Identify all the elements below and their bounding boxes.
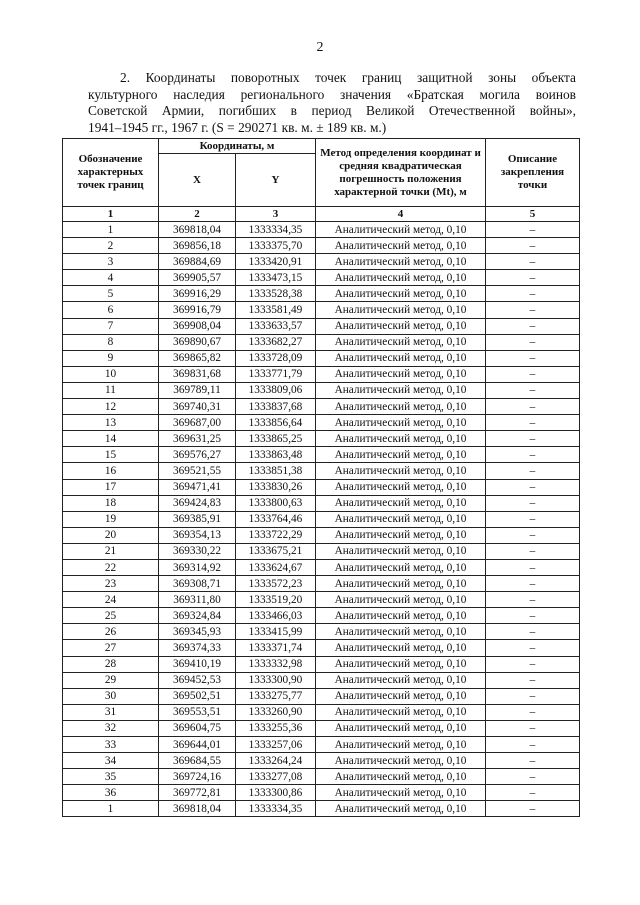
description-cell: – — [486, 720, 580, 736]
point-number-cell: 12 — [63, 399, 159, 415]
y-coordinate-cell: 1333260,90 — [236, 704, 316, 720]
table-row — [63, 753, 580, 769]
y-coordinate-cell: 1333728,09 — [236, 350, 316, 366]
x-coordinate-cell: 369644,01 — [159, 737, 236, 753]
method-cell: Аналитический метод, 0,10 — [316, 624, 486, 640]
x-coordinate-cell: 369324,84 — [159, 608, 236, 624]
x-coordinate-cell: 369471,41 — [159, 479, 236, 495]
method-cell: Аналитический метод, 0,10 — [316, 447, 486, 463]
point-number-cell: 8 — [63, 334, 159, 350]
description-cell: – — [486, 624, 580, 640]
table-row — [63, 769, 580, 785]
x-coordinate-cell: 369740,31 — [159, 399, 236, 415]
table-body — [63, 222, 580, 817]
y-coordinate-cell: 1333277,08 — [236, 769, 316, 785]
table-row — [63, 431, 580, 447]
method-cell: Аналитический метод, 0,10 — [316, 463, 486, 479]
method-cell: Аналитический метод, 0,10 — [316, 720, 486, 736]
table-row — [63, 672, 580, 688]
y-coordinate-cell: 1333764,46 — [236, 511, 316, 527]
description-cell: – — [486, 737, 580, 753]
y-coordinate-cell: 1333800,63 — [236, 495, 316, 511]
description-cell: – — [486, 399, 580, 415]
header-description: Описание закрепления точки — [486, 139, 580, 207]
method-cell: Аналитический метод, 0,10 — [316, 431, 486, 447]
x-coordinate-cell: 369916,29 — [159, 286, 236, 302]
table-row — [63, 399, 580, 415]
column-number: 2 — [159, 207, 236, 222]
description-cell: – — [486, 447, 580, 463]
table-row — [63, 576, 580, 592]
table-row — [63, 270, 580, 286]
point-number-cell: 6 — [63, 302, 159, 318]
method-cell: Аналитический метод, 0,10 — [316, 592, 486, 608]
y-coordinate-cell: 1333633,57 — [236, 318, 316, 334]
y-coordinate-cell: 1333528,38 — [236, 286, 316, 302]
point-number-cell: 1 — [63, 222, 159, 238]
page-number: 2 — [316, 40, 324, 55]
table-row — [63, 334, 580, 350]
method-cell: Аналитический метод, 0,10 — [316, 334, 486, 350]
point-number-cell: 16 — [63, 463, 159, 479]
x-coordinate-cell: 369410,19 — [159, 656, 236, 672]
table-row — [63, 737, 580, 753]
method-cell: Аналитический метод, 0,10 — [316, 769, 486, 785]
method-cell: Аналитический метод, 0,10 — [316, 286, 486, 302]
y-coordinate-cell: 1333275,77 — [236, 688, 316, 704]
description-cell: – — [486, 527, 580, 543]
x-coordinate-cell: 369865,82 — [159, 350, 236, 366]
description-cell: – — [486, 318, 580, 334]
table-row — [63, 463, 580, 479]
description-cell: – — [486, 785, 580, 801]
table-row — [63, 785, 580, 801]
method-cell: Аналитический метод, 0,10 — [316, 479, 486, 495]
table-row — [63, 222, 580, 238]
point-number-cell: 27 — [63, 640, 159, 656]
method-cell: Аналитический метод, 0,10 — [316, 543, 486, 559]
x-coordinate-cell: 369631,25 — [159, 431, 236, 447]
x-coordinate-cell: 369330,22 — [159, 543, 236, 559]
table-row — [63, 527, 580, 543]
point-number-cell: 36 — [63, 785, 159, 801]
y-coordinate-cell: 1333830,26 — [236, 479, 316, 495]
method-cell: Аналитический метод, 0,10 — [316, 704, 486, 720]
header-coordinates: Координаты, м — [159, 139, 316, 154]
point-number-cell: 23 — [63, 576, 159, 592]
description-cell: – — [486, 495, 580, 511]
description-cell: – — [486, 254, 580, 270]
table-row — [63, 254, 580, 270]
point-number-cell: 22 — [63, 559, 159, 575]
point-number-cell: 31 — [63, 704, 159, 720]
table-row — [63, 624, 580, 640]
y-coordinate-cell: 1333334,35 — [236, 801, 316, 817]
point-number-cell: 26 — [63, 624, 159, 640]
x-coordinate-cell: 369576,27 — [159, 447, 236, 463]
x-coordinate-cell: 369424,83 — [159, 495, 236, 511]
point-number-cell: 2 — [63, 238, 159, 254]
y-coordinate-cell: 1333771,79 — [236, 366, 316, 382]
point-number-cell: 10 — [63, 366, 159, 382]
point-number-cell: 30 — [63, 688, 159, 704]
description-cell: – — [486, 608, 580, 624]
x-coordinate-cell: 369385,91 — [159, 511, 236, 527]
heading-line: Советской Армии, погибших в период Великой Отечественной войны», — [88, 103, 576, 118]
table-row — [63, 447, 580, 463]
point-number-cell: 3 — [63, 254, 159, 270]
method-cell: Аналитический метод, 0,10 — [316, 382, 486, 398]
y-coordinate-cell: 1333865,25 — [236, 431, 316, 447]
coordinates-table — [62, 138, 580, 817]
column-number: 3 — [236, 207, 316, 222]
x-coordinate-cell: 369905,57 — [159, 270, 236, 286]
column-number: 1 — [63, 207, 159, 222]
x-coordinate-cell: 369308,71 — [159, 576, 236, 592]
point-number-cell: 21 — [63, 543, 159, 559]
description-cell: – — [486, 479, 580, 495]
x-coordinate-cell: 369604,75 — [159, 720, 236, 736]
point-number-cell: 18 — [63, 495, 159, 511]
point-number-cell: 34 — [63, 753, 159, 769]
point-number-cell: 4 — [63, 270, 159, 286]
y-coordinate-cell: 1333809,06 — [236, 382, 316, 398]
header-method: Метод определения координат и средняя квадратическая погрешность положения характерной точки (Mt), м — [316, 139, 486, 207]
table-row — [63, 382, 580, 398]
x-coordinate-cell: 369884,69 — [159, 254, 236, 270]
method-cell: Аналитический метод, 0,10 — [316, 495, 486, 511]
x-coordinate-cell: 369521,55 — [159, 463, 236, 479]
method-cell: Аналитический метод, 0,10 — [316, 366, 486, 382]
description-cell: – — [486, 463, 580, 479]
x-coordinate-cell: 369831,68 — [159, 366, 236, 382]
description-cell: – — [486, 672, 580, 688]
description-cell: – — [486, 704, 580, 720]
table-row — [63, 511, 580, 527]
y-coordinate-cell: 1333682,27 — [236, 334, 316, 350]
table-row — [63, 479, 580, 495]
table-row — [63, 559, 580, 575]
method-cell: Аналитический метод, 0,10 — [316, 527, 486, 543]
point-number-cell: 28 — [63, 656, 159, 672]
table-row — [63, 350, 580, 366]
table-row — [63, 608, 580, 624]
description-cell: – — [486, 222, 580, 238]
y-coordinate-cell: 1333572,23 — [236, 576, 316, 592]
point-number-cell: 13 — [63, 415, 159, 431]
method-cell: Аналитический метод, 0,10 — [316, 254, 486, 270]
point-number-cell: 9 — [63, 350, 159, 366]
y-coordinate-cell: 1333415,99 — [236, 624, 316, 640]
point-number-cell: 1 — [63, 801, 159, 817]
description-cell: – — [486, 286, 580, 302]
description-cell: – — [486, 350, 580, 366]
description-cell: – — [486, 366, 580, 382]
table-row — [63, 415, 580, 431]
description-cell: – — [486, 334, 580, 350]
table-row — [63, 366, 580, 382]
method-cell: Аналитический метод, 0,10 — [316, 270, 486, 286]
y-coordinate-cell: 1333722,29 — [236, 527, 316, 543]
method-cell: Аналитический метод, 0,10 — [316, 399, 486, 415]
table-row — [63, 592, 580, 608]
method-cell: Аналитический метод, 0,10 — [316, 559, 486, 575]
description-cell: – — [486, 769, 580, 785]
x-coordinate-cell: 369374,33 — [159, 640, 236, 656]
description-cell: – — [486, 431, 580, 447]
header-y: Y — [236, 154, 316, 207]
x-coordinate-cell: 369684,55 — [159, 753, 236, 769]
method-cell: Аналитический метод, 0,10 — [316, 238, 486, 254]
x-coordinate-cell: 369908,04 — [159, 318, 236, 334]
x-coordinate-cell: 369314,92 — [159, 559, 236, 575]
description-cell: – — [486, 270, 580, 286]
x-coordinate-cell: 369345,93 — [159, 624, 236, 640]
y-coordinate-cell: 1333334,35 — [236, 222, 316, 238]
y-coordinate-cell: 1333856,64 — [236, 415, 316, 431]
y-coordinate-cell: 1333581,49 — [236, 302, 316, 318]
point-number-cell: 29 — [63, 672, 159, 688]
y-coordinate-cell: 1333466,03 — [236, 608, 316, 624]
method-cell: Аналитический метод, 0,10 — [316, 511, 486, 527]
method-cell: Аналитический метод, 0,10 — [316, 302, 486, 318]
description-cell: – — [486, 656, 580, 672]
y-coordinate-cell: 1333264,24 — [236, 753, 316, 769]
point-number-cell: 33 — [63, 737, 159, 753]
y-coordinate-cell: 1333257,06 — [236, 737, 316, 753]
x-coordinate-cell: 369890,67 — [159, 334, 236, 350]
column-number: 4 — [316, 207, 486, 222]
table-row — [63, 238, 580, 254]
method-cell: Аналитический метод, 0,10 — [316, 688, 486, 704]
y-coordinate-cell: 1333675,21 — [236, 543, 316, 559]
x-coordinate-cell: 369916,79 — [159, 302, 236, 318]
description-cell: – — [486, 302, 580, 318]
table-row — [63, 656, 580, 672]
x-coordinate-cell: 369553,51 — [159, 704, 236, 720]
description-cell: – — [486, 640, 580, 656]
header-designation: Обозначение характерных точек границ — [63, 139, 159, 207]
x-coordinate-cell: 369772,81 — [159, 785, 236, 801]
description-cell: – — [486, 543, 580, 559]
method-cell: Аналитический метод, 0,10 — [316, 576, 486, 592]
description-cell: – — [486, 382, 580, 398]
point-number-cell: 5 — [63, 286, 159, 302]
y-coordinate-cell: 1333851,38 — [236, 463, 316, 479]
method-cell: Аналитический метод, 0,10 — [316, 415, 486, 431]
method-cell: Аналитический метод, 0,10 — [316, 318, 486, 334]
x-coordinate-cell: 369311,80 — [159, 592, 236, 608]
description-cell: – — [486, 801, 580, 817]
description-cell: – — [486, 688, 580, 704]
table-row — [63, 318, 580, 334]
method-cell: Аналитический метод, 0,10 — [316, 785, 486, 801]
point-number-cell: 15 — [63, 447, 159, 463]
method-cell: Аналитический метод, 0,10 — [316, 753, 486, 769]
description-cell: – — [486, 415, 580, 431]
heading-line: 2. Координаты поворотных точек границ защитной зоны объекта — [120, 70, 576, 85]
point-number-cell: 32 — [63, 720, 159, 736]
y-coordinate-cell: 1333375,70 — [236, 238, 316, 254]
x-coordinate-cell: 369452,53 — [159, 672, 236, 688]
method-cell: Аналитический метод, 0,10 — [316, 222, 486, 238]
section-heading — [88, 70, 576, 136]
table-row — [63, 302, 580, 318]
y-coordinate-cell: 1333332,98 — [236, 656, 316, 672]
point-number-cell: 19 — [63, 511, 159, 527]
x-coordinate-cell: 369724,16 — [159, 769, 236, 785]
point-number-cell: 7 — [63, 318, 159, 334]
table-row — [63, 640, 580, 656]
y-coordinate-cell: 1333624,67 — [236, 559, 316, 575]
table-row — [63, 688, 580, 704]
point-number-cell: 35 — [63, 769, 159, 785]
heading-line: 1941–1945 гг., 1967 г. (S = 290271 кв. м. ± 189 кв. м.) — [88, 119, 387, 135]
heading-line: культурного наследия регионального значения «Братская могила воинов — [88, 86, 576, 102]
point-number-cell: 17 — [63, 479, 159, 495]
y-coordinate-cell: 1333519,20 — [236, 592, 316, 608]
method-cell: Аналитический метод, 0,10 — [316, 640, 486, 656]
x-coordinate-cell: 369687,00 — [159, 415, 236, 431]
method-cell: Аналитический метод, 0,10 — [316, 656, 486, 672]
y-coordinate-cell: 1333837,68 — [236, 399, 316, 415]
column-number: 5 — [486, 207, 580, 222]
point-number-cell: 20 — [63, 527, 159, 543]
method-cell: Аналитический метод, 0,10 — [316, 672, 486, 688]
point-number-cell: 11 — [63, 382, 159, 398]
y-coordinate-cell: 1333863,48 — [236, 447, 316, 463]
method-cell: Аналитический метод, 0,10 — [316, 608, 486, 624]
x-coordinate-cell: 369789,11 — [159, 382, 236, 398]
y-coordinate-cell: 1333300,86 — [236, 785, 316, 801]
description-cell: – — [486, 576, 580, 592]
description-cell: – — [486, 753, 580, 769]
table-row — [63, 286, 580, 302]
method-cell: Аналитический метод, 0,10 — [316, 737, 486, 753]
table-row — [63, 543, 580, 559]
table-row — [63, 704, 580, 720]
method-cell: Аналитический метод, 0,10 — [316, 801, 486, 817]
x-coordinate-cell: 369354,13 — [159, 527, 236, 543]
table-row — [63, 801, 580, 817]
method-cell: Аналитический метод, 0,10 — [316, 350, 486, 366]
x-coordinate-cell: 369818,04 — [159, 222, 236, 238]
header-x: X — [159, 154, 236, 207]
point-number-cell: 14 — [63, 431, 159, 447]
point-number-cell: 25 — [63, 608, 159, 624]
table-row — [63, 495, 580, 511]
x-coordinate-cell: 369502,51 — [159, 688, 236, 704]
table-row — [63, 720, 580, 736]
description-cell: – — [486, 592, 580, 608]
description-cell: – — [486, 238, 580, 254]
point-number-cell: 24 — [63, 592, 159, 608]
y-coordinate-cell: 1333473,15 — [236, 270, 316, 286]
y-coordinate-cell: 1333371,74 — [236, 640, 316, 656]
description-cell: – — [486, 559, 580, 575]
y-coordinate-cell: 1333255,36 — [236, 720, 316, 736]
x-coordinate-cell: 369818,04 — [159, 801, 236, 817]
x-coordinate-cell: 369856,18 — [159, 238, 236, 254]
description-cell: – — [486, 511, 580, 527]
y-coordinate-cell: 1333420,91 — [236, 254, 316, 270]
y-coordinate-cell: 1333300,90 — [236, 672, 316, 688]
